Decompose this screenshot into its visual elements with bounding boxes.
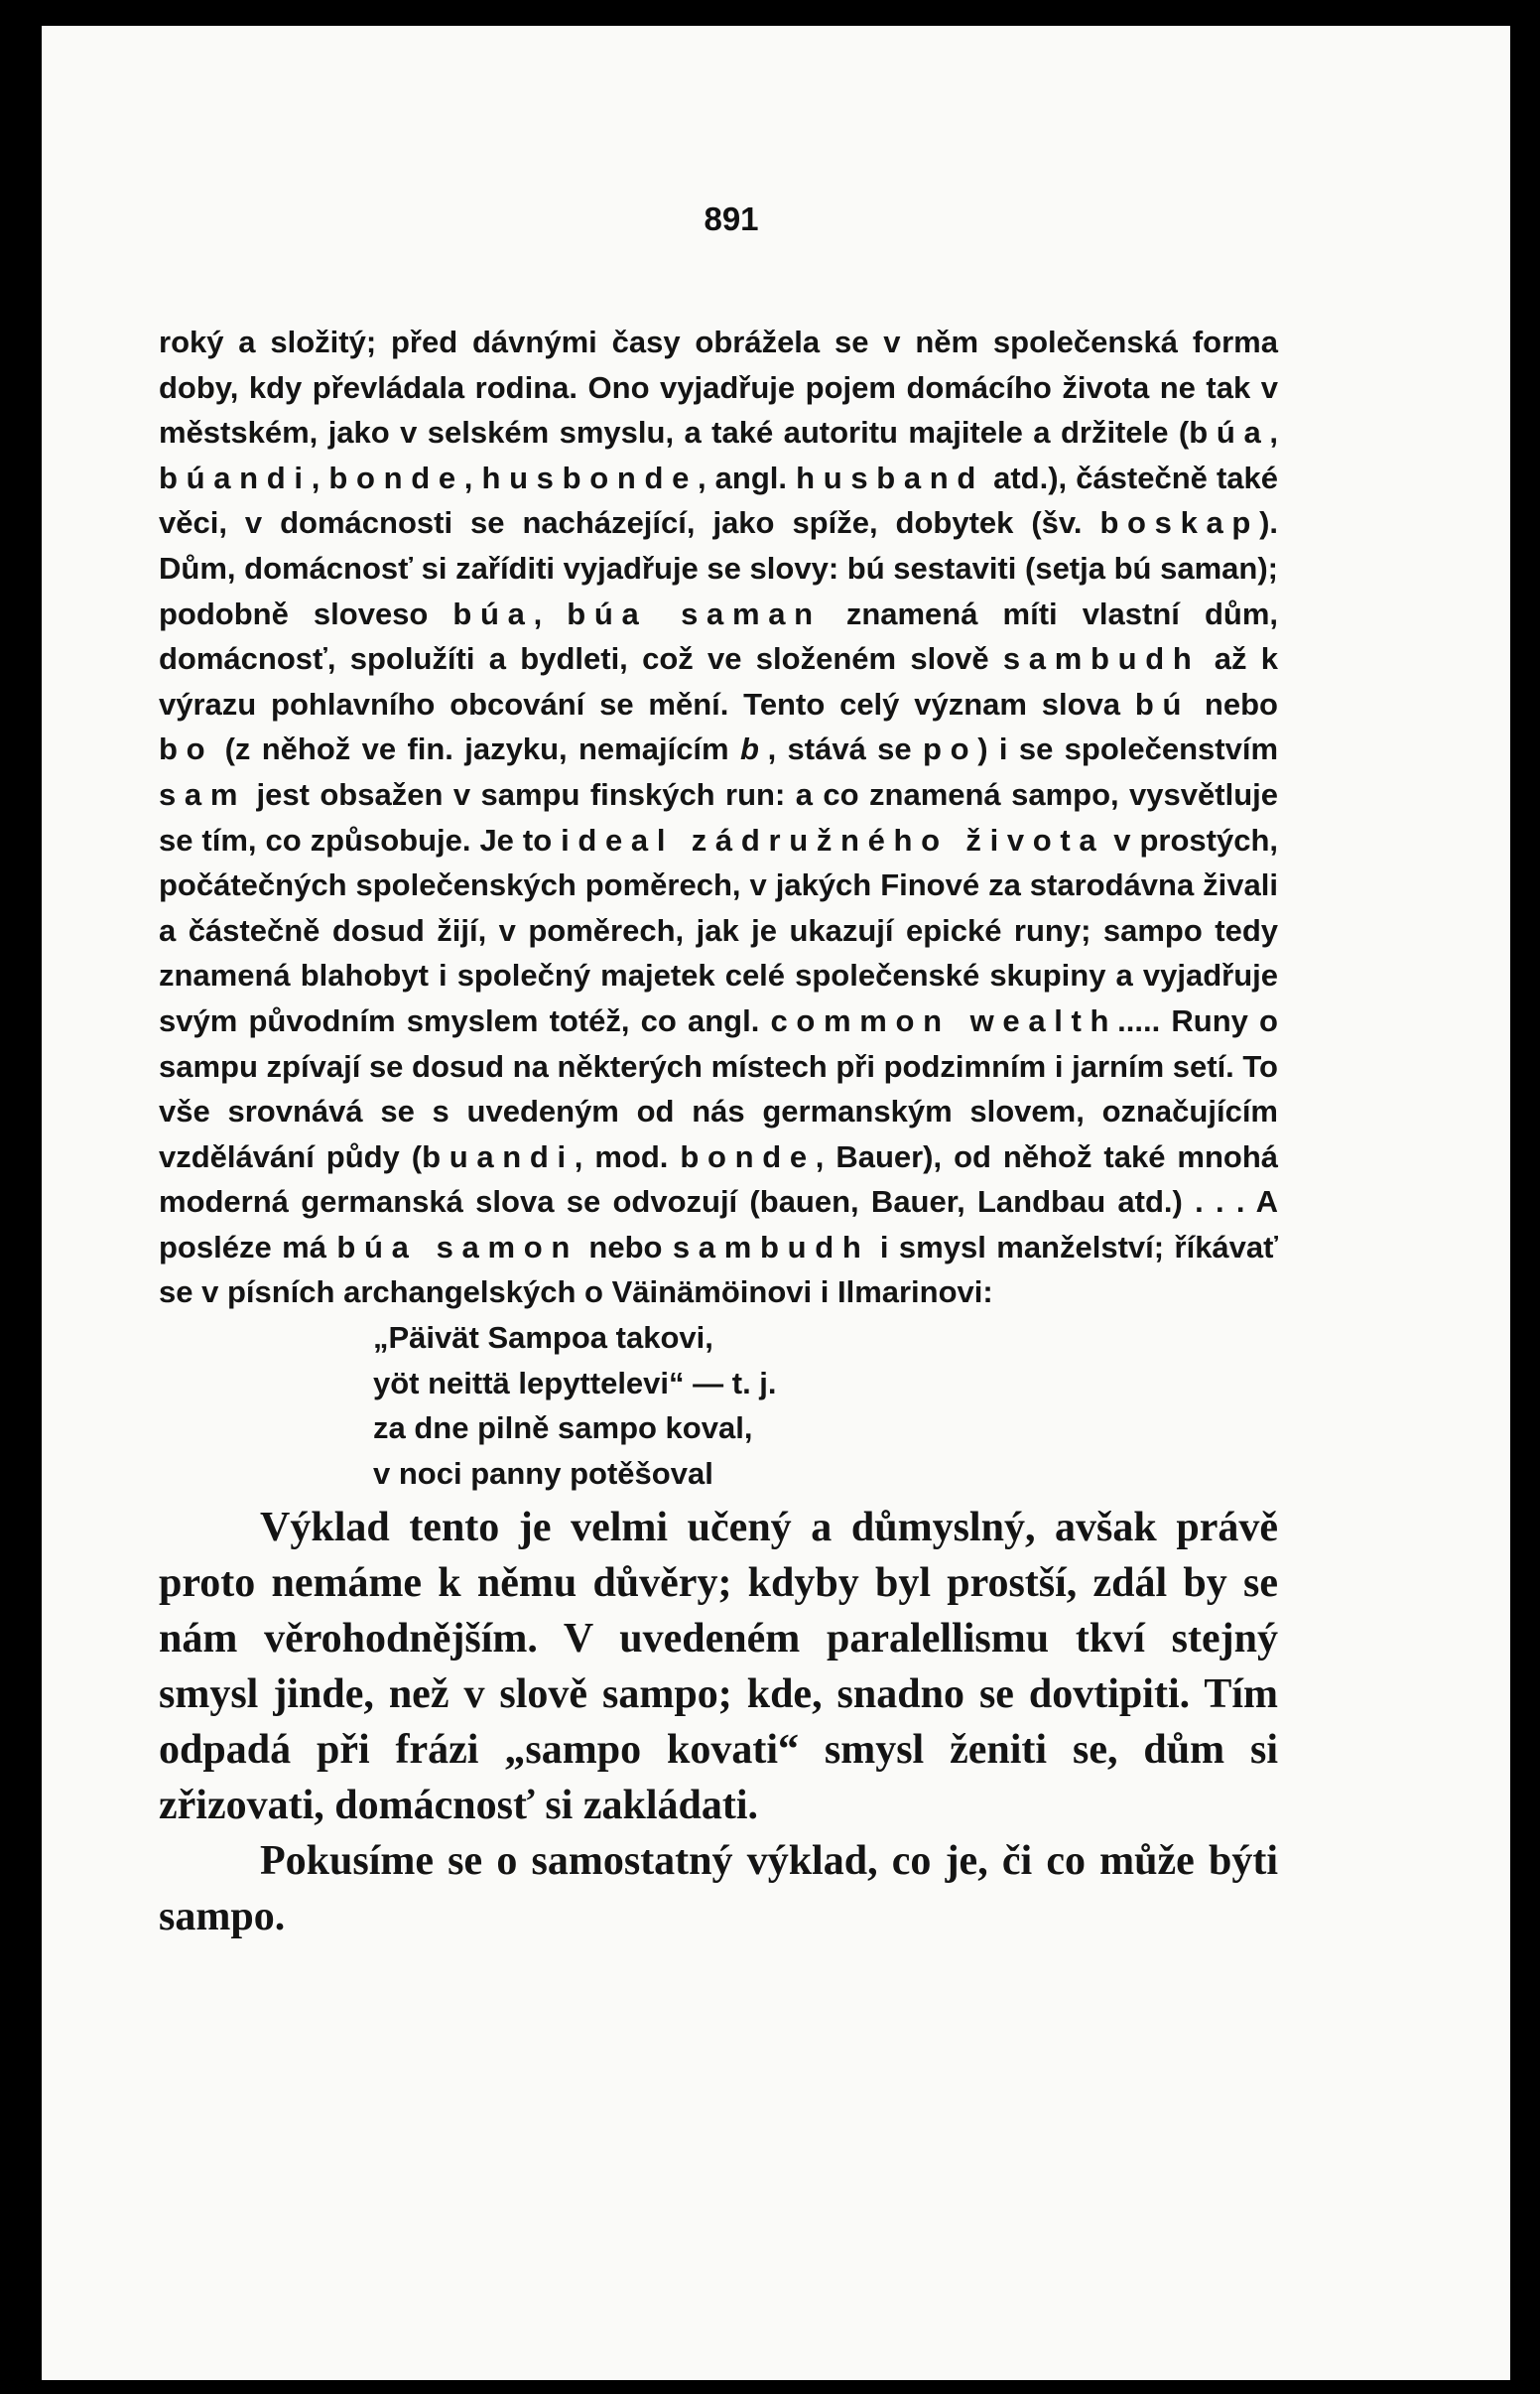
text-run: , angl.: [698, 460, 797, 495]
text-run: ) i se společenstvím: [977, 732, 1279, 767]
text-run: ..... Runy o sampu zpívají se dosud na některých místech při podzimním i jarním setí. To vše srovnává se s uvedeným od nás germanským slovem, označujícím vzdělávání půdy (: [159, 1002, 1278, 1174]
text-run: v prostých, počátečných společenských poměrech, v jakých Finové za starodávna živali a částečně dosud žijí, v poměrech, jak je ukazují epické runy; sampo tedy znamená blahobyt i společný majetek celé společenské skupiny a vyjadřuje svým původním smyslem totéž, co angl.: [159, 822, 1279, 1038]
spaced-term: husbonde: [481, 460, 698, 495]
text-run: , stává se: [767, 732, 923, 767]
poem-quote: [159, 1315, 1278, 1496]
text-run: ,: [311, 460, 329, 495]
spaced-term: bonde: [680, 1138, 816, 1174]
spaced-term: common wealth: [770, 1002, 1118, 1038]
spaced-term: b: [739, 732, 768, 767]
spaced-term: búa samon: [336, 1229, 578, 1264]
spaced-term: bonde: [328, 460, 464, 495]
text-run: roký a složitý; před dávnými časy obrážela se v něm společenská forma doby, kdy převládala rodina. Ono vyjadřuje pojem domácího života ne tak v městském, jako v selském smyslu, a také autoritu majitele a držitele (: [159, 325, 1278, 451]
poem-line: za dne pilně sampo koval,: [373, 1410, 753, 1446]
text-run: nebo: [1190, 686, 1278, 722]
text-run: , mod.: [574, 1138, 681, 1174]
spaced-term: ideal zádružného života: [561, 822, 1105, 858]
text-run: ,: [463, 460, 482, 495]
spaced-term: bo: [159, 732, 214, 767]
page-body: [159, 320, 1278, 1944]
text-run: atd.), částečně také věci, v domácnosti se nacházející, jako spíže, dobytek (šv.: [159, 460, 1279, 541]
spaced-term: búa: [1189, 415, 1270, 451]
spaced-term: búandi: [159, 460, 312, 495]
text-run: ). Dům, domácnosť si zaříditi vyjadřuje se slovy: bú sestaviti (setja bú saman); podobně sloveso: [159, 505, 1278, 631]
spaced-term: búa: [452, 596, 534, 631]
book-page: [42, 26, 1510, 2380]
text-run: ,: [533, 596, 568, 631]
text-run: , Bauer), od něhož také mnohá moderná germanská slova se odvozují (bauen, Bauer, Landbau atd.) . . . A posléze má: [159, 1138, 1279, 1264]
spaced-term: husband: [796, 460, 985, 495]
spaced-term: po: [922, 732, 978, 767]
spaced-term: sambudh: [1002, 641, 1201, 677]
poem-line: yöt neittä lepyttelevi“ — t. j.: [373, 1365, 777, 1400]
poem-line: „Päivät Sampoa takovi,: [373, 1320, 713, 1356]
poem-line: v noci panny potěšoval: [373, 1455, 713, 1491]
spaced-term: búa saman: [567, 596, 822, 631]
text-run: i smysl manželství; říkávať se v písních archangelských o Väinämöinovi i Ilmarinovi:: [159, 1229, 1279, 1310]
spaced-term: sambudh: [672, 1229, 870, 1264]
text-run: až k výrazu pohlavního obcování se mění. Tento celý význam slova: [159, 641, 1278, 722]
text-run: znamená míti vlastní dům, domácnosť, spolužíti a bydleti, což ve složeném slově: [159, 596, 1279, 677]
text-run: ,: [1269, 415, 1278, 451]
page-number: 891: [704, 200, 759, 237]
text-run: nebo: [578, 1229, 673, 1264]
text-run: jest obsažen v sampu finských run: a co znamená sampo, vysvětluje se tím, co způsobuje. Je to: [159, 776, 1278, 858]
main-paragraph: [159, 320, 1278, 1315]
spaced-term: sam: [159, 776, 247, 812]
spaced-term: buandi: [422, 1138, 575, 1174]
paragraph-interpretation: Výklad tento je velmi učený a důmyslný, avšak právě proto nemáme k němu důvěry; kdyby byl prostší, zdál by se nám věrohodnějším. V uvedeném paralellismu tkví stejný smysl jinde, než v slově sampo; kde, snadno se dovtipiti. Tím odpadá při frázi „sampo kovati“ smysl ženiti se, dům si zřizovati, domácnosť si zakládati.: [159, 1505, 1278, 1829]
spaced-term: bú: [1134, 686, 1191, 722]
paragraph-own-attempt: Pokusíme se o samostatný výklad, co je, či co může býti sampo.: [159, 1838, 1278, 1940]
text-run: (z něhož ve fin. jazyku, nemajícím: [213, 732, 740, 767]
spaced-term: boskap: [1099, 505, 1260, 541]
